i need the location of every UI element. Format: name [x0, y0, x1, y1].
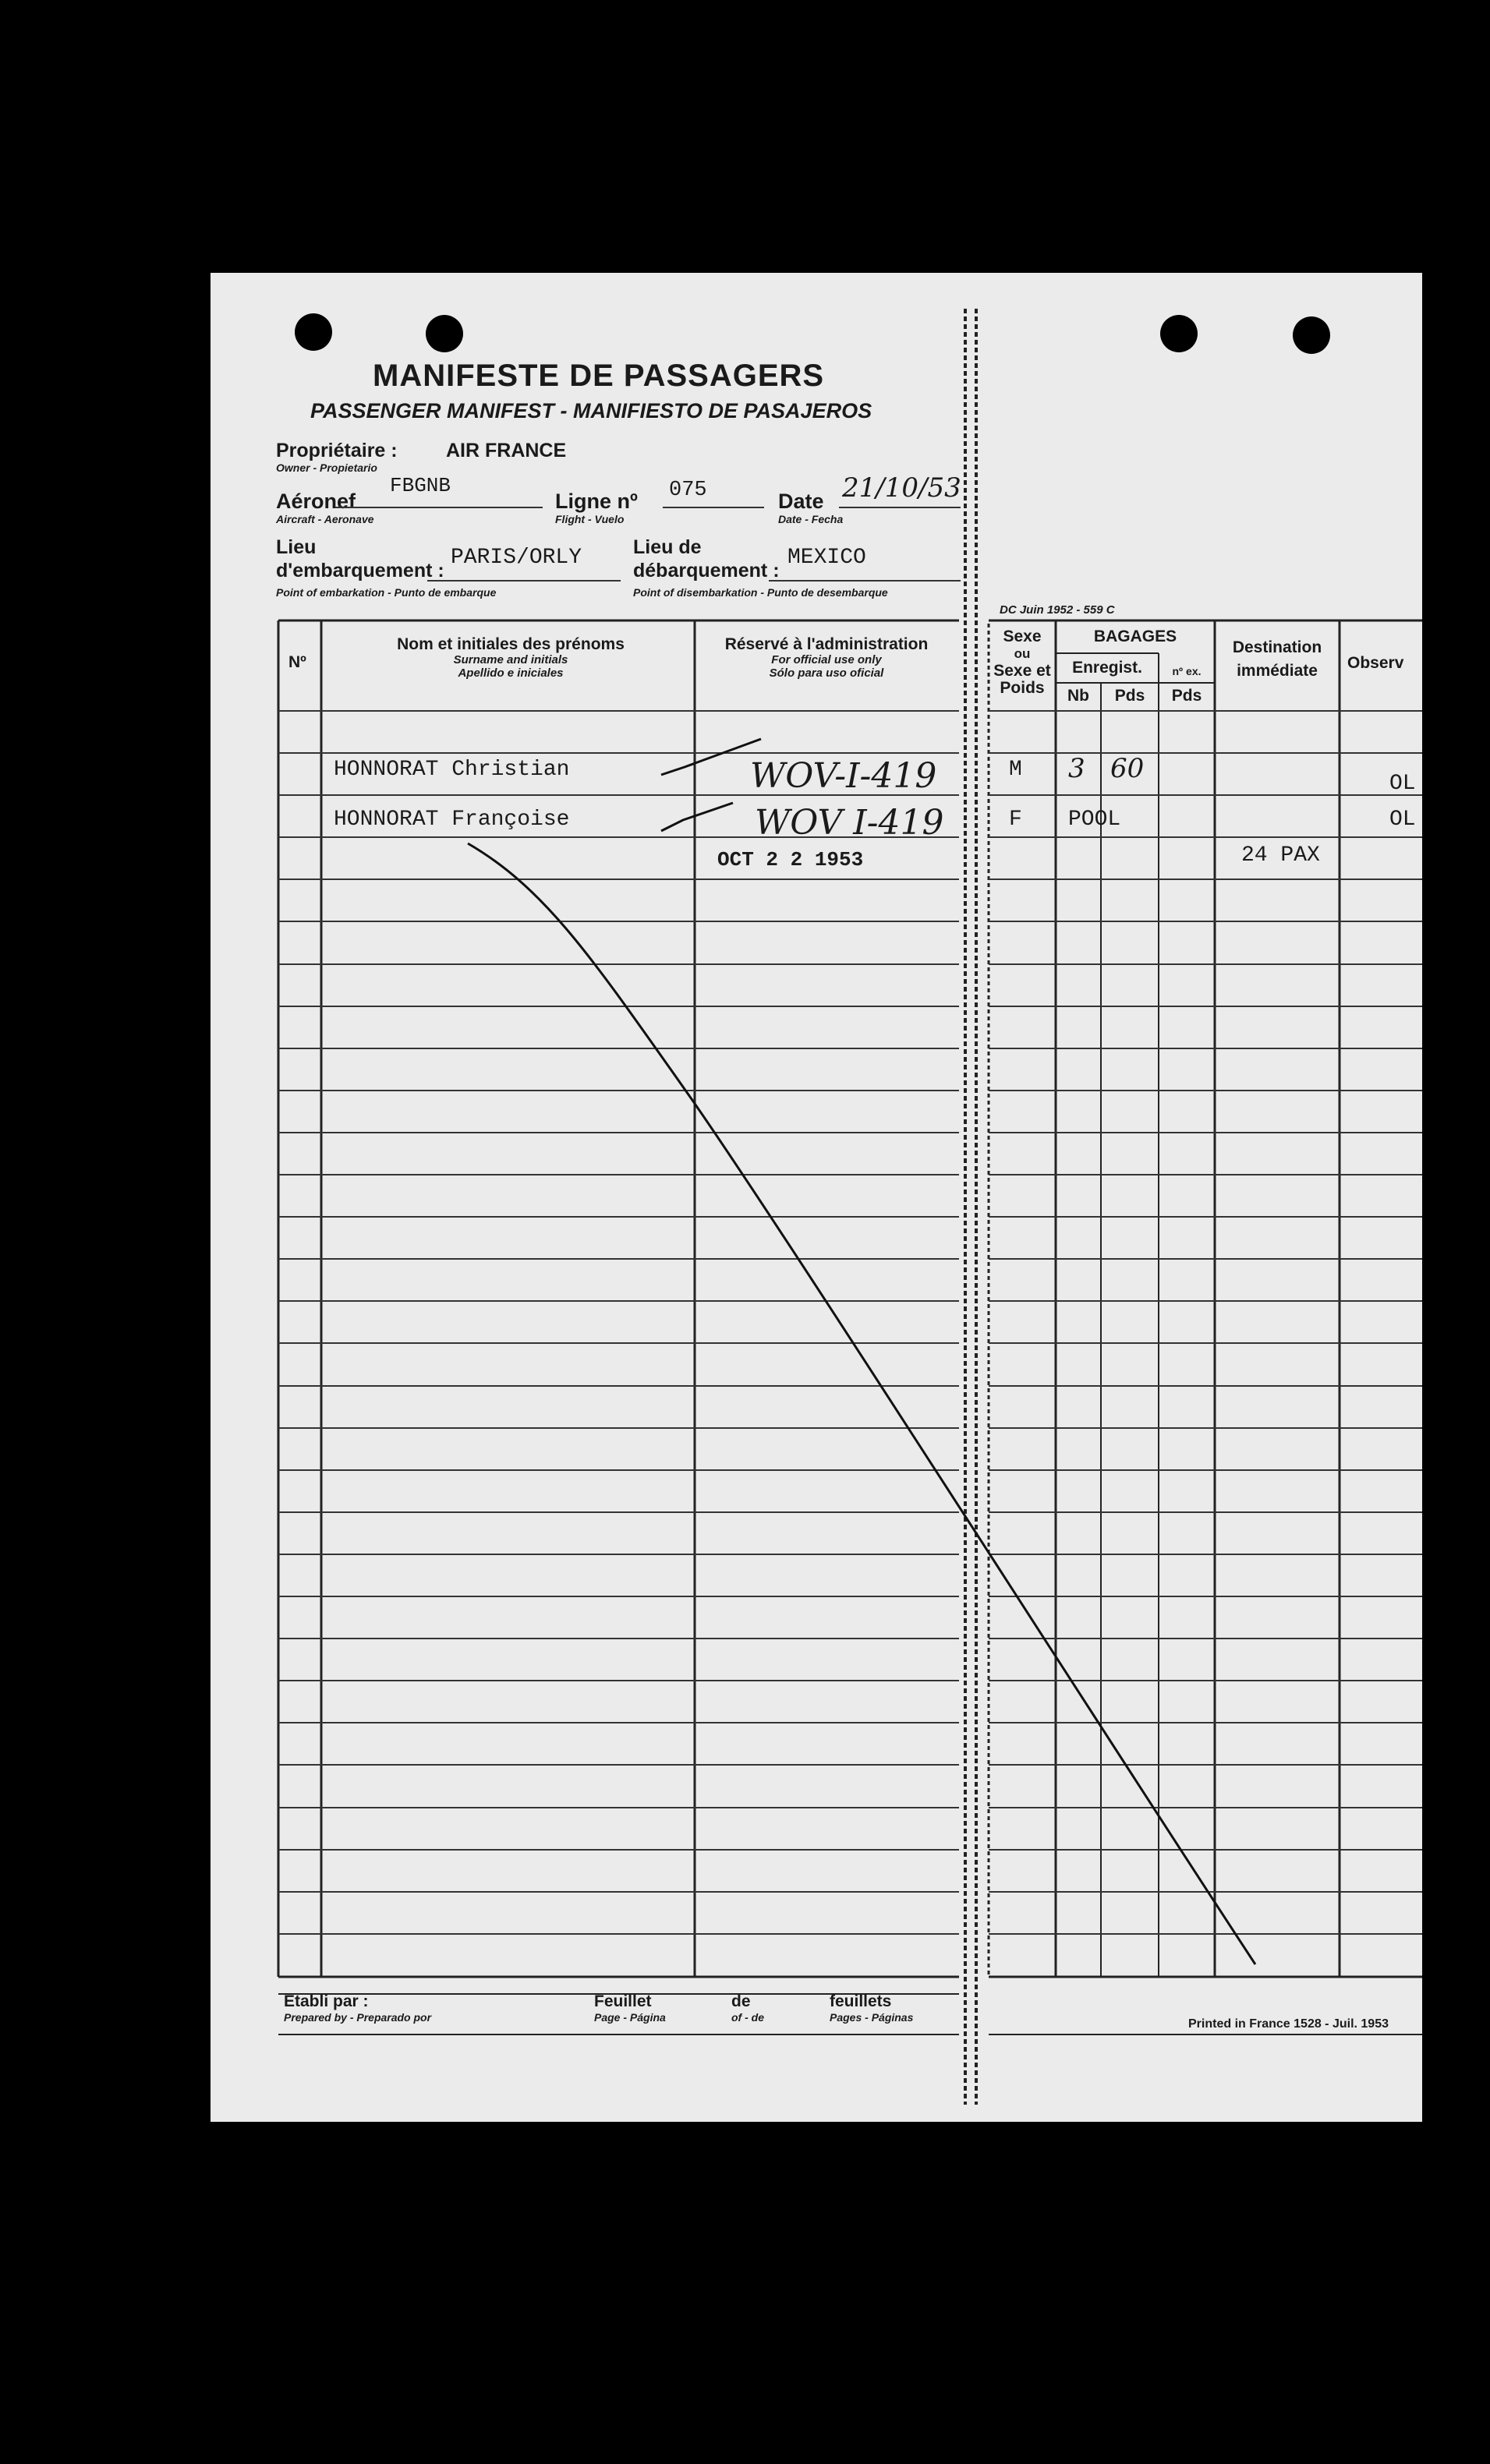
embark-label-2: d'embarquement :: [276, 560, 444, 582]
col-name-fr: Nom et initiales des prénoms: [397, 635, 625, 653]
col-admin-header: [698, 636, 955, 680]
disembark-label-1: Lieu de: [633, 536, 702, 558]
row2-name: HONNORAT Françoise: [334, 808, 570, 832]
row1-obs: OL: [1389, 772, 1416, 796]
col-admin-fr: Réservé à l'administration: [724, 635, 929, 653]
col-sex-4: Poids: [1000, 679, 1045, 697]
col-sex-2: ou: [1014, 646, 1031, 661]
disembark-value: MEXICO: [787, 546, 866, 570]
col-sex-header: [989, 628, 1056, 697]
form-title: MANIFESTE DE PASSAGERS: [373, 359, 825, 393]
embark-label-1: Lieu: [276, 536, 317, 558]
col-dest-2: immédiate: [1237, 662, 1318, 680]
row2-obs: OL: [1389, 808, 1416, 832]
col-name-es: Apellido e iniciales: [458, 666, 564, 680]
date-stamp: OCT 2 2 1953: [717, 848, 864, 871]
col-sex-3: Sexe et: [993, 662, 1051, 680]
date-sublabel: Date - Fecha: [778, 513, 844, 525]
col-name-en: Surname and initials: [453, 653, 568, 666]
row2-admin: WOV I-419: [755, 803, 944, 843]
owner-label: Propriétaire :: [276, 440, 398, 461]
row2-nb: POOL: [1068, 808, 1121, 832]
embark-value: PARIS/ORLY: [451, 546, 582, 570]
col-obs-header: Observ: [1347, 655, 1404, 672]
sheets-sublabel: Pages - Páginas: [830, 2011, 914, 2024]
sheet-label: Feuillet: [594, 1992, 652, 2010]
aircraft-label: Aéronef: [276, 490, 356, 513]
form-code: DC Juin 1952 - 559 C: [1000, 603, 1115, 617]
of-label: de: [731, 1992, 751, 2010]
printed-note: Printed in France 1528 - Juil. 1953: [1188, 2017, 1389, 2031]
col-admin-es: Sólo para uso oficial: [769, 666, 884, 680]
form-subtitle: PASSENGER MANIFEST - MANIFIESTO DE PASAJEROS: [310, 399, 872, 422]
flight-label: Ligne nº: [555, 490, 638, 513]
col-sex-1: Sexe: [1003, 627, 1042, 645]
row2-sex: F: [1009, 808, 1022, 832]
row1-sex: M: [1009, 758, 1022, 782]
col-nb-header: Nb: [1067, 687, 1089, 705]
date-label: Date: [778, 490, 824, 513]
disembark-sublabel: Point of disembarkation - Punto de desembarque: [633, 586, 888, 599]
sheets-label: feuillets: [830, 1992, 892, 2010]
owner-value: AIR FRANCE: [446, 440, 567, 461]
flight-value: 075: [669, 479, 707, 502]
embark-sublabel: Point of embarkation - Punto de embarque: [276, 586, 497, 599]
row1-name: HONNORAT Christian: [334, 758, 570, 782]
pax-count: 24 PAX: [1241, 843, 1320, 868]
col-nex-header: nº ex.: [1172, 665, 1202, 677]
row1-pds: 60: [1110, 753, 1145, 784]
col-dest-1: Destination: [1232, 638, 1322, 656]
col-no-header: Nº: [288, 653, 306, 671]
disembark-label-2: débarquement :: [633, 560, 780, 582]
of-sublabel: of - de: [731, 2011, 764, 2024]
date-value: 21/10/53: [842, 472, 961, 504]
flight-sublabel: Flight - Vuelo: [555, 513, 625, 525]
aircraft-value: FBGNB: [390, 474, 451, 497]
prepared-label: Etabli par :: [284, 1992, 369, 2010]
col-name-header: [327, 636, 694, 680]
prepared-sublabel: Prepared by - Preparado por: [284, 2011, 432, 2024]
row1-nb: 3: [1068, 753, 1085, 784]
col-dest-header: [1215, 639, 1340, 680]
col-pds-header: Pds: [1114, 687, 1145, 705]
aircraft-sublabel: Aircraft - Aeronave: [276, 513, 374, 525]
col-admin-en: For official use only: [771, 653, 882, 666]
sheet-sublabel: Page - Página: [594, 2011, 666, 2024]
col-enregist-header: Enregist.: [1072, 659, 1142, 677]
col-baggage-header: BAGAGES: [1093, 627, 1177, 645]
col-pds2-header: Pds: [1171, 687, 1202, 705]
owner-sublabel: Owner - Propietario: [276, 461, 377, 474]
row1-admin: WOV-I-419: [750, 756, 937, 796]
